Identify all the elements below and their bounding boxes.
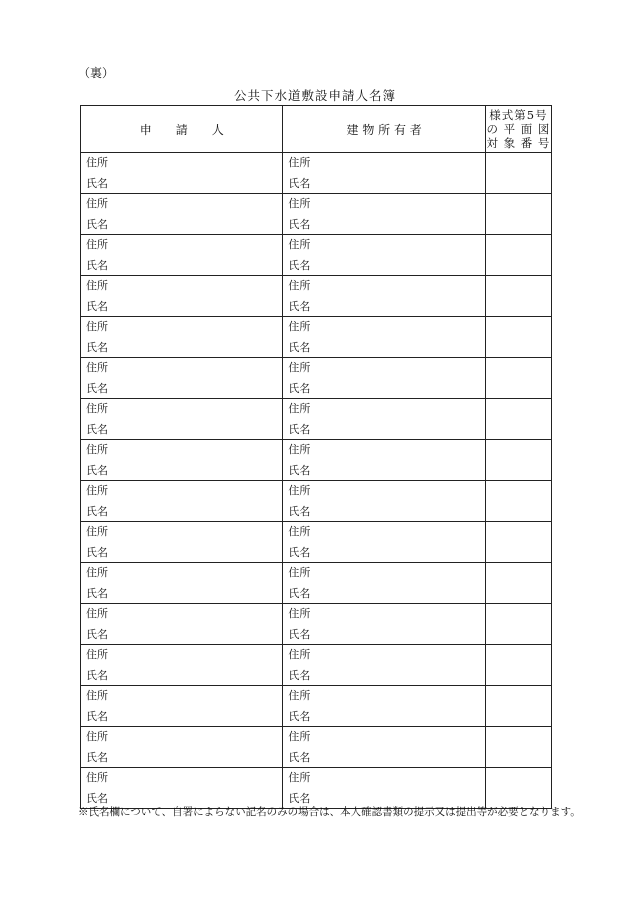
name-label: 氏名 — [86, 341, 108, 354]
applicant-cell[interactable] — [81, 440, 283, 481]
address-label: 住所 — [288, 238, 311, 251]
name-label: 氏名 — [288, 751, 311, 764]
applicant-cell[interactable] — [81, 768, 283, 809]
address-label: 住所 — [288, 443, 311, 456]
applicant-cell[interactable] — [81, 604, 283, 645]
owner-cell[interactable] — [283, 645, 485, 686]
name-label: 氏名 — [86, 546, 108, 559]
address-label: 住所 — [288, 771, 311, 784]
header-plan-number — [485, 106, 551, 153]
address-label: 住所 — [288, 279, 311, 292]
address-label: 住所 — [86, 771, 108, 784]
owner-cell[interactable] — [283, 399, 485, 440]
table-row — [81, 481, 552, 522]
applicant-cell[interactable] — [81, 399, 283, 440]
owner-cell[interactable] — [283, 194, 485, 235]
address-label: 住所 — [86, 279, 108, 292]
owner-cell[interactable] — [283, 276, 485, 317]
address-label: 住所 — [288, 402, 311, 415]
address-label: 住所 — [288, 197, 311, 210]
address-label: 住所 — [86, 607, 108, 620]
name-label: 氏名 — [86, 464, 108, 477]
plan-number-cell[interactable] — [485, 727, 551, 768]
table-row — [81, 276, 552, 317]
table-row — [81, 727, 552, 768]
roster-body — [81, 153, 552, 809]
applicant-cell[interactable] — [81, 645, 283, 686]
address-label: 住所 — [86, 320, 108, 333]
header-plan-number-line: の 平 面 図 — [486, 122, 551, 136]
name-label: 氏名 — [86, 628, 108, 641]
address-label: 住所 — [288, 689, 311, 702]
owner-cell[interactable] — [283, 358, 485, 399]
applicant-cell[interactable] — [81, 317, 283, 358]
name-label: 氏名 — [86, 423, 108, 436]
owner-cell[interactable] — [283, 481, 485, 522]
address-label: 住所 — [288, 156, 311, 169]
address-label: 住所 — [86, 197, 108, 210]
name-label: 氏名 — [288, 792, 311, 805]
address-label: 住所 — [86, 730, 108, 743]
table-row — [81, 399, 552, 440]
owner-cell[interactable] — [283, 235, 485, 276]
plan-number-cell[interactable] — [485, 276, 551, 317]
address-label: 住所 — [288, 484, 311, 497]
applicant-cell[interactable] — [81, 276, 283, 317]
name-label: 氏名 — [288, 710, 311, 723]
table-row — [81, 563, 552, 604]
table-row — [81, 194, 552, 235]
header-building-owner — [283, 106, 485, 153]
name-label: 氏名 — [86, 382, 108, 395]
address-label: 住所 — [288, 320, 311, 333]
plan-number-cell[interactable] — [485, 153, 551, 194]
plan-number-cell[interactable] — [485, 317, 551, 358]
owner-cell[interactable] — [283, 727, 485, 768]
table-header-row — [81, 106, 552, 153]
plan-number-cell[interactable] — [485, 194, 551, 235]
address-label: 住所 — [86, 689, 108, 702]
address-label: 住所 — [86, 566, 108, 579]
name-label: 氏名 — [288, 505, 311, 518]
footnote: ※氏名欄について、自署によらない記名のみの場合は、本人確認書類の提示又は提出等が必要となります。 — [78, 806, 581, 818]
owner-cell[interactable] — [283, 768, 485, 809]
name-label: 氏名 — [86, 751, 108, 764]
name-label: 氏名 — [86, 792, 108, 805]
plan-number-cell[interactable] — [485, 522, 551, 563]
table-row — [81, 522, 552, 563]
owner-cell[interactable] — [283, 686, 485, 727]
name-label: 氏名 — [86, 177, 108, 190]
table-row — [81, 645, 552, 686]
applicant-cell[interactable] — [81, 194, 283, 235]
address-label: 住所 — [86, 156, 108, 169]
name-label: 氏名 — [86, 669, 108, 682]
address-label: 住所 — [288, 648, 311, 661]
plan-number-cell[interactable] — [485, 604, 551, 645]
owner-cell[interactable] — [283, 563, 485, 604]
header-applicant-label: 申 請 人 — [139, 122, 224, 137]
plan-number-cell[interactable] — [485, 399, 551, 440]
address-label: 住所 — [288, 607, 311, 620]
owner-cell[interactable] — [283, 604, 485, 645]
plan-number-cell[interactable] — [485, 563, 551, 604]
address-label: 住所 — [86, 402, 108, 415]
address-label: 住所 — [86, 361, 108, 374]
address-label: 住所 — [86, 443, 108, 456]
name-label: 氏名 — [86, 505, 108, 518]
plan-number-cell[interactable] — [485, 481, 551, 522]
name-label: 氏名 — [288, 259, 311, 272]
name-label: 氏名 — [86, 259, 108, 272]
name-label: 氏名 — [86, 710, 108, 723]
name-label: 氏名 — [288, 300, 311, 313]
name-label: 氏名 — [288, 177, 311, 190]
plan-number-cell[interactable] — [485, 768, 551, 809]
address-label: 住所 — [86, 238, 108, 251]
header-building-owner-label: 建 物 所 有 者 — [346, 122, 422, 137]
name-label: 氏名 — [288, 382, 311, 395]
applicant-cell[interactable] — [81, 358, 283, 399]
plan-number-cell[interactable] — [485, 686, 551, 727]
applicant-cell[interactable] — [81, 686, 283, 727]
applicant-cell[interactable] — [81, 235, 283, 276]
address-label: 住所 — [86, 648, 108, 661]
table-row — [81, 358, 552, 399]
back-side-label: （裏） — [78, 66, 115, 80]
address-label: 住所 — [86, 525, 108, 538]
table-row — [81, 440, 552, 481]
name-label: 氏名 — [288, 546, 311, 559]
address-label: 住所 — [288, 730, 311, 743]
table-row — [81, 686, 552, 727]
name-label: 氏名 — [288, 341, 311, 354]
header-plan-number-line: 対 象 番 号 — [486, 136, 551, 150]
plan-number-cell[interactable] — [485, 645, 551, 686]
owner-cell[interactable] — [283, 153, 485, 194]
applicant-cell[interactable] — [81, 153, 283, 194]
table-row — [81, 317, 552, 358]
owner-cell[interactable] — [283, 440, 485, 481]
applicant-cell[interactable] — [81, 563, 283, 604]
plan-number-cell[interactable] — [485, 235, 551, 276]
table-row — [81, 768, 552, 809]
name-label: 氏名 — [288, 423, 311, 436]
address-label: 住所 — [288, 566, 311, 579]
name-label: 氏名 — [86, 218, 108, 231]
applicant-roster-table — [80, 105, 552, 809]
owner-cell[interactable] — [283, 522, 485, 563]
owner-cell[interactable] — [283, 317, 485, 358]
name-label: 氏名 — [288, 669, 311, 682]
name-label: 氏名 — [288, 218, 311, 231]
name-label: 氏名 — [288, 628, 311, 641]
address-label: 住所 — [288, 361, 311, 374]
applicant-cell[interactable] — [81, 481, 283, 522]
name-label: 氏名 — [86, 300, 108, 313]
plan-number-cell[interactable] — [485, 440, 551, 481]
table-row — [81, 153, 552, 194]
document-title: 公共下水道敷設申請人名簿 — [233, 88, 396, 103]
name-label: 氏名 — [288, 464, 311, 477]
address-label: 住所 — [86, 484, 108, 497]
address-label: 住所 — [288, 525, 311, 538]
applicant-cell[interactable] — [81, 727, 283, 768]
header-applicant — [81, 106, 283, 153]
header-plan-number-line: 様式第5号 — [489, 108, 548, 122]
name-label: 氏名 — [86, 587, 108, 600]
plan-number-cell[interactable] — [485, 358, 551, 399]
table-row — [81, 235, 552, 276]
name-label: 氏名 — [288, 587, 311, 600]
table-row — [81, 604, 552, 645]
applicant-cell[interactable] — [81, 522, 283, 563]
